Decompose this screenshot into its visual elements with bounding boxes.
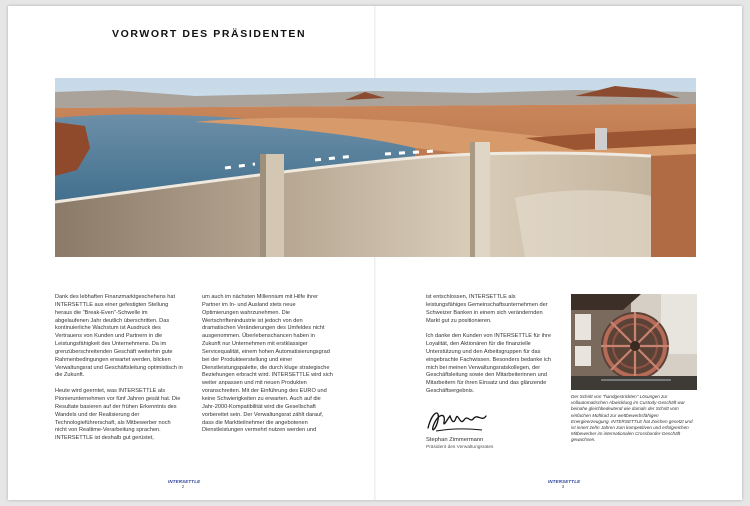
signer-name: Stephan Zimmermann bbox=[426, 437, 484, 443]
page-footer-left bbox=[168, 479, 201, 490]
text-column-1 bbox=[55, 294, 183, 451]
dam-photo bbox=[55, 78, 696, 257]
signer-role: Präsident des Verwaltungsrates bbox=[426, 445, 494, 450]
brand-logo: INTERSETTLE bbox=[168, 479, 201, 484]
text-column-2 bbox=[202, 294, 333, 443]
page-number: 3 bbox=[561, 484, 565, 490]
photo-caption: Der Schritt von "handgestrickten" Lösungen zur vollautomatischen Abwicklung im Custody-Geschäft war beinahe gleichbedeutend wie damals der Schritt vom einfachen Mühlrad zur wettbewerbsfähigen Energieerzeugung. INTERSETTLE hat Zeichen gesetzt und ist innert zehn Jahren zum kompetitiven und erfolgreichen Mitbewerber im internationalen Crossborder-Geschäft gewachsen. bbox=[571, 394, 693, 443]
section-title: VORWORT DES PRÄSIDENTEN bbox=[112, 28, 307, 40]
water-wheel-photo bbox=[571, 294, 697, 390]
paragraph: Ich danke den Kunden von INTERSETTLE für ihre Loyalität, den Aktionären für die finanzielle Unterstützung und den Arbeitsgruppen für das eingebrachte Fachwissen. Besonders bedanke ich mich bei meinen Verwaltungsratskollegen, der Geschäftsleitung sowie den Mitarbeiterinnen und Mitarbeitern für ihren Einsatz und das glänzende Geschäftsergebnis. bbox=[426, 333, 552, 395]
paragraph: ist entschlossen, INTERSETTLE als leistungsfähiges Gemeinschaftsunternehmen der Schweizer Banken in einem sich verändernden Markt gut zu positionieren. bbox=[426, 294, 548, 324]
paragraph: Dank des lebhaften Finanzmarktgeschehens hat INTERSETTLE aus einer gefestigten Stellung heraus die "Break-Even"-Schwelle im abgelaufenen Jahr deutlich überschritten. Das kontinuierliche Wachstum ist Ausdruck des Vertrauens von Kunden und Partnern in die Leistungsfähigkeit des Unternehmens. Da im grenzüberschreitenden Geschäft weiterhin gute Rahmenbedingungen erwartet werden, blicken Verwaltungsrat und Geschäftsleitung optimistisch in die Zukunft. bbox=[55, 294, 183, 379]
page-footer-right bbox=[548, 479, 581, 490]
annual-report-spread bbox=[8, 6, 742, 500]
signature bbox=[424, 404, 492, 438]
paragraph: Heute wird geerntet, was INTERSETTLE als Pionierunternehmen vor fünf Jahren gesät hat. Die Resultate basieren auf der frühen Erkenntnis des Wandels und der Realisierung der Technologieführerschaft, als Mitbewerber noch nicht von Realtime-Verarbeitung sprachen. INTERSETTLE ist deshalb gut gerüstet, bbox=[55, 388, 181, 442]
brand-logo: INTERSETTLE bbox=[548, 479, 581, 484]
page-number: 2 bbox=[181, 484, 185, 490]
signer-block bbox=[426, 437, 493, 451]
paragraph: um auch im nächsten Millennium mit Hilfe ihrer Partner im In- und Ausland stets neue Optimierungen wahrzunehmen. Die Wertschriftenindustrie ist jedoch von den dramatischen Veränderungen des Umfeldes nicht ausgenommen. Überlebenschancen haben in Zukunft nur Unternehmen mit erstklassiger Servicequalität, einem hohen Automatisierungsgrad bei der Produkteerstellung und einer Dienstleistungspalette, die durch kluge strategische Beziehungen erbracht wird. INTERSETTLE wird sich weiter anpassen und mit neuen Produkten voranschreiten. Mit der Einführung des EURO und keine Schwierigkeiten zu erwarten. Auch auf die Jahr-2000-Kompatibilität wird die Gesellschaft vorbereitet sein. Der Verwaltungsrat zählt darauf, dass die Marktteilnehmer die angebotenen Dienstleistungen vermehrt nutzen werden und bbox=[202, 294, 333, 434]
text-column-3 bbox=[426, 294, 556, 404]
